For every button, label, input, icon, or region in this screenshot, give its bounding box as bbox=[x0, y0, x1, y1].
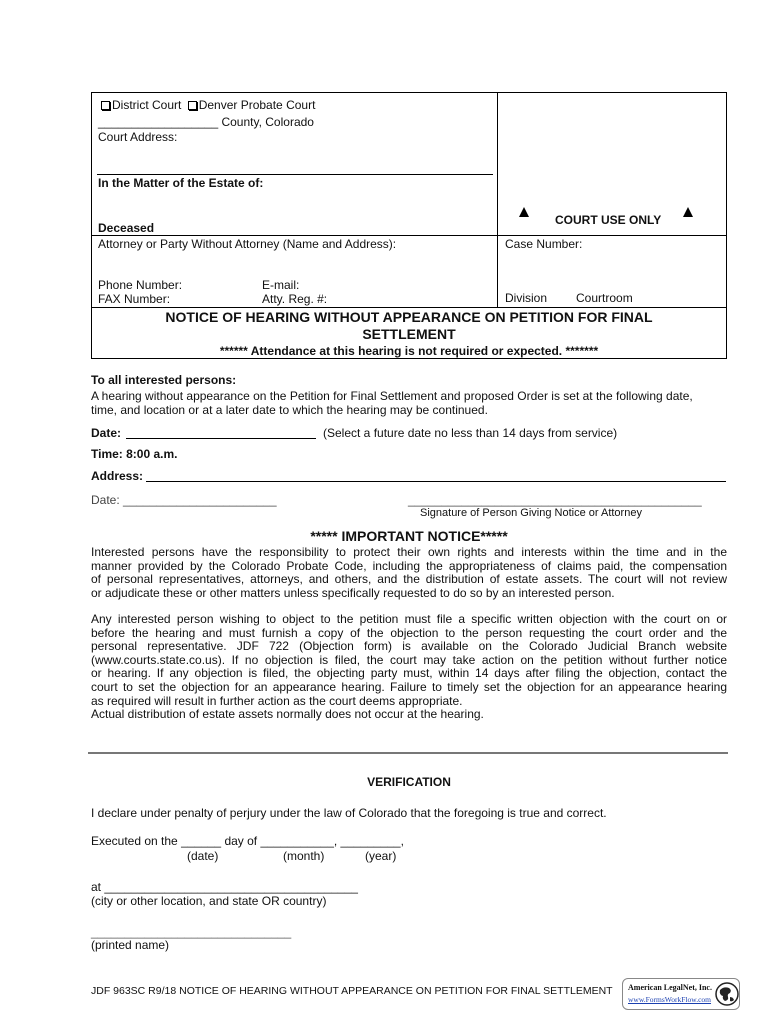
signature-caption: Signature of Person Giving Notice or Attorney bbox=[420, 507, 642, 519]
court-options bbox=[101, 98, 315, 112]
court-address-label: Court Address: bbox=[98, 130, 178, 144]
important-p1-line: manner provided by the Colorado Probate Code, including the appropriateness of claims paid, the compensation bbox=[91, 558, 727, 573]
district-court-label: District Court bbox=[112, 98, 182, 112]
signature-line[interactable]: ____________________________________________ bbox=[408, 493, 702, 507]
hearing-date-hint: (Select a future date no less than 14 days from service) bbox=[323, 426, 618, 440]
important-p2-line: or hearing. If any objection is filed, the objecting party must, within 14 days after filing the objection, contact the bbox=[91, 666, 727, 681]
important-paragraph-3: Actual distribution of estate assets normally does not occur at the hearing. bbox=[91, 707, 484, 722]
division-label: Division bbox=[505, 291, 548, 305]
important-p1-line: Interested persons have the responsibility to protect their own rights and interests within the time and in the bbox=[91, 545, 727, 559]
hearing-address-label: Address: bbox=[91, 469, 144, 483]
caption-divider-vertical bbox=[497, 92, 498, 307]
attendance-note: ****** Attendance at this hearing is not required or expected. ******* bbox=[219, 344, 599, 358]
intro-line-2: time, and location or at a later date to which the hearing may be continued. bbox=[91, 403, 488, 417]
phone-label: Phone Number: bbox=[98, 278, 183, 292]
important-paragraph-1 bbox=[91, 546, 727, 600]
attorney-label: Attorney or Party Without Attorney (Name and Address): bbox=[98, 237, 397, 251]
important-p1-line: or adjudicate these or other matters unless specifically requested to do so by an interested person. bbox=[91, 585, 615, 600]
american-legalnet-logo bbox=[622, 978, 740, 1010]
caption-divider-title bbox=[91, 307, 727, 308]
denver-probate-court-label: Denver Probate Court bbox=[198, 98, 316, 112]
verification-heading: VERIFICATION bbox=[367, 775, 451, 789]
logo-company-name: American LegalNet, Inc. bbox=[628, 983, 712, 992]
court-use-only-label: COURT USE ONLY bbox=[555, 213, 662, 227]
signature-date-line[interactable]: Date: _______________________ bbox=[91, 493, 277, 507]
to-interested-persons: To all interested persons: bbox=[91, 373, 237, 387]
important-p2-line: before the hearing and must furnish a copy of the objection to the person requesting the court order and the bbox=[91, 625, 727, 640]
caption-matter-rule bbox=[97, 174, 493, 175]
important-p1-line: of personal representatives, attorneys, and others, and the distribution of estate assets. The court will not review bbox=[91, 572, 727, 587]
important-p2-line: as required will result in further action as the court deems appropriate. bbox=[91, 693, 463, 708]
matter-label: In the Matter of the Estate of: bbox=[98, 176, 264, 190]
executed-date-caption: (date) bbox=[187, 849, 219, 863]
hearing-date-field[interactable] bbox=[126, 438, 316, 439]
globe-icon bbox=[715, 981, 739, 1007]
caption-divider-deceased bbox=[91, 235, 727, 236]
county-line[interactable]: __________________ County, Colorado bbox=[98, 115, 314, 129]
location-caption: (city or other location, and state OR country) bbox=[91, 894, 327, 908]
courtroom-label: Courtroom bbox=[576, 291, 633, 305]
verification-declaration: I declare under penalty of perjury under the law of Colorado that the foregoing is true and correct. bbox=[91, 806, 607, 820]
hearing-date-label: Date: bbox=[91, 426, 122, 440]
executed-year-caption: (year) bbox=[365, 849, 397, 863]
email-label: E-mail: bbox=[262, 278, 300, 292]
executed-month-caption: (month) bbox=[283, 849, 325, 863]
form-identifier: JDF 963SC R9/18 NOTICE OF HEARING WITHOUT APPEARANCE ON PETITION FOR FINAL SETTLEMENT bbox=[91, 985, 613, 997]
location-line[interactable]: at ______________________________________ bbox=[91, 880, 358, 894]
district-court-checkbox[interactable] bbox=[101, 101, 110, 110]
important-p2-line: (www.courts.state.co.us). If no objection is filed, the court may take action on the petition without further notice bbox=[91, 652, 727, 667]
intro-line-1: A hearing without appearance on the Petition for Final Settlement and proposed Order is set at the following date, bbox=[91, 389, 693, 403]
denver-probate-court-checkbox[interactable] bbox=[188, 101, 197, 110]
important-p2-line: personal representative. JDF 722 (Objection form) is available on the Colorado Judicial Branch website bbox=[91, 639, 727, 654]
up-arrow-right-icon bbox=[683, 207, 693, 217]
important-p2-line: Any interested person wishing to object to the petition must file a specific written objection with the court on or bbox=[91, 612, 727, 626]
important-p2-line: court to set the objection for an appearance hearing. Failure to timely set the objection for an appearance hearing bbox=[91, 679, 727, 694]
section-separator bbox=[88, 752, 728, 754]
executed-line[interactable]: Executed on the ______ day of ___________, _________, bbox=[91, 834, 404, 848]
atty-reg-label: Atty. Reg. #: bbox=[262, 292, 328, 306]
title-line-2: SETTLEMENT bbox=[362, 326, 456, 342]
up-arrow-left-icon bbox=[519, 207, 529, 217]
case-number-label: Case Number: bbox=[505, 237, 583, 251]
important-paragraph-2 bbox=[91, 613, 727, 722]
printed-name-caption: (printed name) bbox=[91, 938, 170, 952]
hearing-time: Time: 8:00 a.m. bbox=[91, 447, 178, 461]
printed-name-line[interactable]: ______________________________ bbox=[91, 925, 292, 939]
important-notice-heading: ***** IMPORTANT NOTICE***** bbox=[310, 528, 508, 544]
logo-website[interactable]: www.FormsWorkFlow.com bbox=[628, 995, 712, 1004]
fax-label: FAX Number: bbox=[98, 292, 171, 306]
hearing-address-field[interactable] bbox=[146, 481, 726, 482]
deceased-label: Deceased bbox=[98, 221, 155, 235]
title-line-1: NOTICE OF HEARING WITHOUT APPEARANCE ON PETITION FOR FINAL bbox=[165, 309, 653, 325]
